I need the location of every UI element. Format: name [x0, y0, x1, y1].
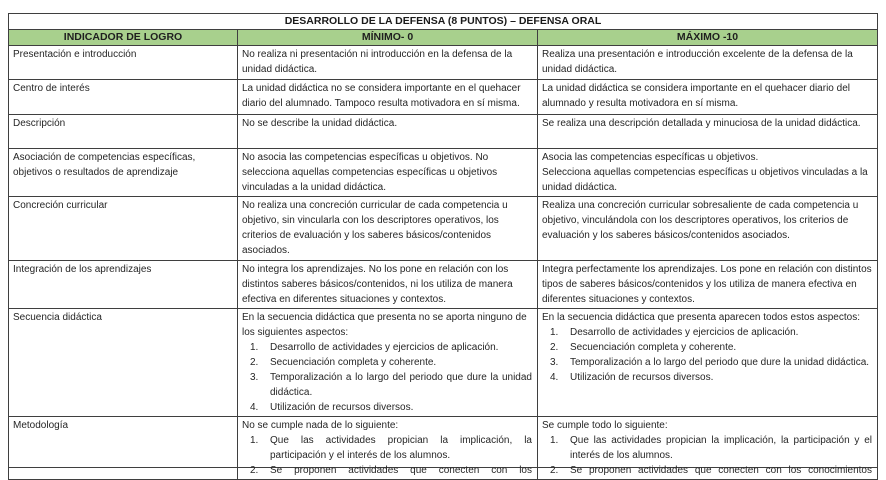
list-item-number: 1. — [550, 327, 559, 338]
maximo-cell — [538, 115, 878, 149]
cell-paragraph: Se realiza una descripción detallada y minuciosa de la unidad didáctica. — [542, 118, 861, 129]
indicator-cell: Asociación de competencias específicas, objetivos o resultados de aprendizaje — [9, 149, 238, 197]
list-item-number: 4. — [250, 402, 259, 413]
indicator-cell: Descripción — [9, 115, 238, 149]
table-row — [9, 80, 878, 115]
table-row — [9, 197, 878, 261]
table-row — [9, 309, 878, 417]
list-item-number: 2. — [250, 465, 259, 476]
minimo-cell — [238, 46, 538, 80]
cell-paragraph: No se describe la unidad didáctica. — [242, 118, 398, 129]
cell-paragraph: En la secuencia didáctica que presenta aparecen todos estos aspectos: — [542, 312, 860, 323]
cell-paragraph: Selecciona aquellas competencias específicas u objetivos vinculadas a la unidad didáctica. — [542, 167, 868, 193]
minimo-cell — [238, 309, 538, 417]
cell-paragraph: Se cumple todo lo siguiente: — [542, 420, 668, 431]
list-item-text: Desarrollo de actividades y ejercicios de aplicación. — [570, 327, 799, 338]
list-item-number: 1. — [550, 435, 559, 446]
indicator-cell: Centro de interés — [9, 80, 238, 115]
cell-paragraph: Asocia las competencias específicas u objetivos. — [542, 152, 759, 163]
minimo-cell — [238, 261, 538, 309]
minimo-cell — [238, 197, 538, 261]
list-item-number: 4. — [550, 372, 559, 383]
numbered-list-item — [542, 340, 872, 355]
cell-paragraph: No realiza una concreción curricular de cada competencia u objetivo, sin vincularla con los descriptores operativos, los criterios de evaluación y los saberes básicos/contenidos asociados. — [242, 200, 508, 256]
list-item-number: 2. — [550, 342, 559, 353]
minimo-cell — [238, 80, 538, 115]
list-item-text: Que las actividades propician la implicación, la participación y el interés de los alumnos. — [570, 435, 872, 461]
col-header-minimo: MÍNIMO- 0 — [238, 30, 538, 46]
cell-paragraph: En la secuencia didáctica que presenta no se aporta ninguno de los siguientes aspectos: — [242, 312, 527, 338]
list-item-text: Temporalización a lo largo del periodo que dure la unidad didáctica. — [270, 372, 532, 398]
table-row — [9, 417, 878, 480]
table-row — [9, 261, 878, 309]
table-title: DESARROLLO DE LA DEFENSA (8 PUNTOS) – DEFENSA ORAL — [9, 14, 878, 30]
cell-paragraph: La unidad didáctica se considera importante en el quehacer diario del alumnado y resulta motivadora en sí misma. — [542, 83, 850, 109]
table-row — [9, 46, 878, 80]
indicator-cell: Presentación e introducción — [9, 46, 238, 80]
maximo-cell — [538, 80, 878, 115]
cell-paragraph: No integra los aprendizajes. No los pone en relación con los distintos saberes básicos/contenidos, ni los utiliza de manera efectiva en diferentes situaciones y contextos. — [242, 264, 513, 305]
indicator-cell: Metodología — [9, 417, 238, 480]
numbered-list-item — [242, 370, 532, 400]
list-item-number: 2. — [250, 357, 259, 368]
numbered-list-item — [242, 400, 532, 415]
list-item-text: Temporalización a lo largo del periodo que dure la unidad didáctica. — [570, 357, 870, 368]
indicator-cell: Concreción curricular — [9, 197, 238, 261]
cell-paragraph: No asocia las competencias específicas u objetivos. No selecciona aquellas competencias específicas u objetivos vinculadas a la unidad didáctica. — [242, 152, 498, 193]
numbered-list-item — [242, 463, 532, 478]
list-item-text: Utilización de recursos diversos. — [270, 402, 414, 413]
list-item-text: Se proponen actividades que conecten con los conocimientos — [570, 465, 872, 476]
cell-paragraph: Realiza una presentación e introducción excelente de la defensa de la unidad didáctica. — [542, 49, 853, 75]
maximo-cell — [538, 46, 878, 80]
cell-paragraph: Integra perfectamente los aprendizajes. Los pone en relación con distintos tipos de saberes básicos/contenidos y los utiliza de manera efectiva en diferentes situaciones y contextos. — [542, 264, 872, 305]
list-item-text: Desarrollo de actividades y ejercicios de aplicación. — [270, 342, 499, 353]
numbered-list-item — [242, 433, 532, 463]
numbered-list-item — [242, 340, 532, 355]
numbered-list-item — [542, 463, 872, 478]
minimo-cell — [238, 417, 538, 480]
minimo-cell — [238, 149, 538, 197]
cell-paragraph: La unidad didáctica no se considera importante en el quehacer diario del alumnado. Tampoco resulta motivadora en sí misma. — [242, 83, 521, 109]
table-title-row — [9, 14, 878, 30]
numbered-list-item — [542, 355, 872, 370]
list-item-number: 2. — [550, 465, 559, 476]
numbered-list-item — [542, 433, 872, 463]
table-row — [9, 115, 878, 149]
list-item-text: Que las actividades propician la implicación, la participación y el interés de los alumnos. — [270, 435, 532, 461]
numbered-list-item — [542, 325, 872, 340]
table-row — [9, 149, 878, 197]
list-item-text: Secuenciación completa y coherente. — [570, 342, 737, 353]
maximo-cell — [538, 309, 878, 417]
minimo-cell — [238, 115, 538, 149]
column-header-row — [9, 30, 878, 46]
list-item-text: Secuenciación completa y coherente. — [270, 357, 437, 368]
maximo-cell — [538, 261, 878, 309]
maximo-cell — [538, 149, 878, 197]
rubric-table-container — [8, 13, 877, 476]
numbered-list-item — [242, 355, 532, 370]
list-item-number: 3. — [250, 372, 259, 383]
cell-paragraph: No realiza ni presentación ni introducción en la defensa de la unidad didáctica. — [242, 49, 513, 75]
maximo-cell — [538, 417, 878, 480]
col-header-maximo: MÁXIMO -10 — [538, 30, 878, 46]
list-item-number: 1. — [250, 342, 259, 353]
cell-paragraph: Realiza una concreción curricular sobresaliente de cada competencia u objetivo, vinculándola con los descriptores operativos, los criterios de evaluación y los saberes básicos/contenidos asociados. — [542, 200, 859, 241]
cell-paragraph: No se cumple nada de lo siguiente: — [242, 420, 399, 431]
list-item-number: 3. — [550, 357, 559, 368]
indicator-cell: Integración de los aprendizajes — [9, 261, 238, 309]
list-item-number: 1. — [250, 435, 259, 446]
maximo-cell — [538, 197, 878, 261]
list-item-text: Utilización de recursos diversos. — [570, 372, 714, 383]
col-header-indicador-de-logro: INDICADOR DE LOGRO — [9, 30, 238, 46]
list-item-text: Se proponen actividades que conecten con los — [270, 465, 532, 476]
numbered-list-item — [542, 370, 872, 385]
rubric-table — [8, 13, 878, 480]
indicator-cell: Secuencia didáctica — [9, 309, 238, 417]
